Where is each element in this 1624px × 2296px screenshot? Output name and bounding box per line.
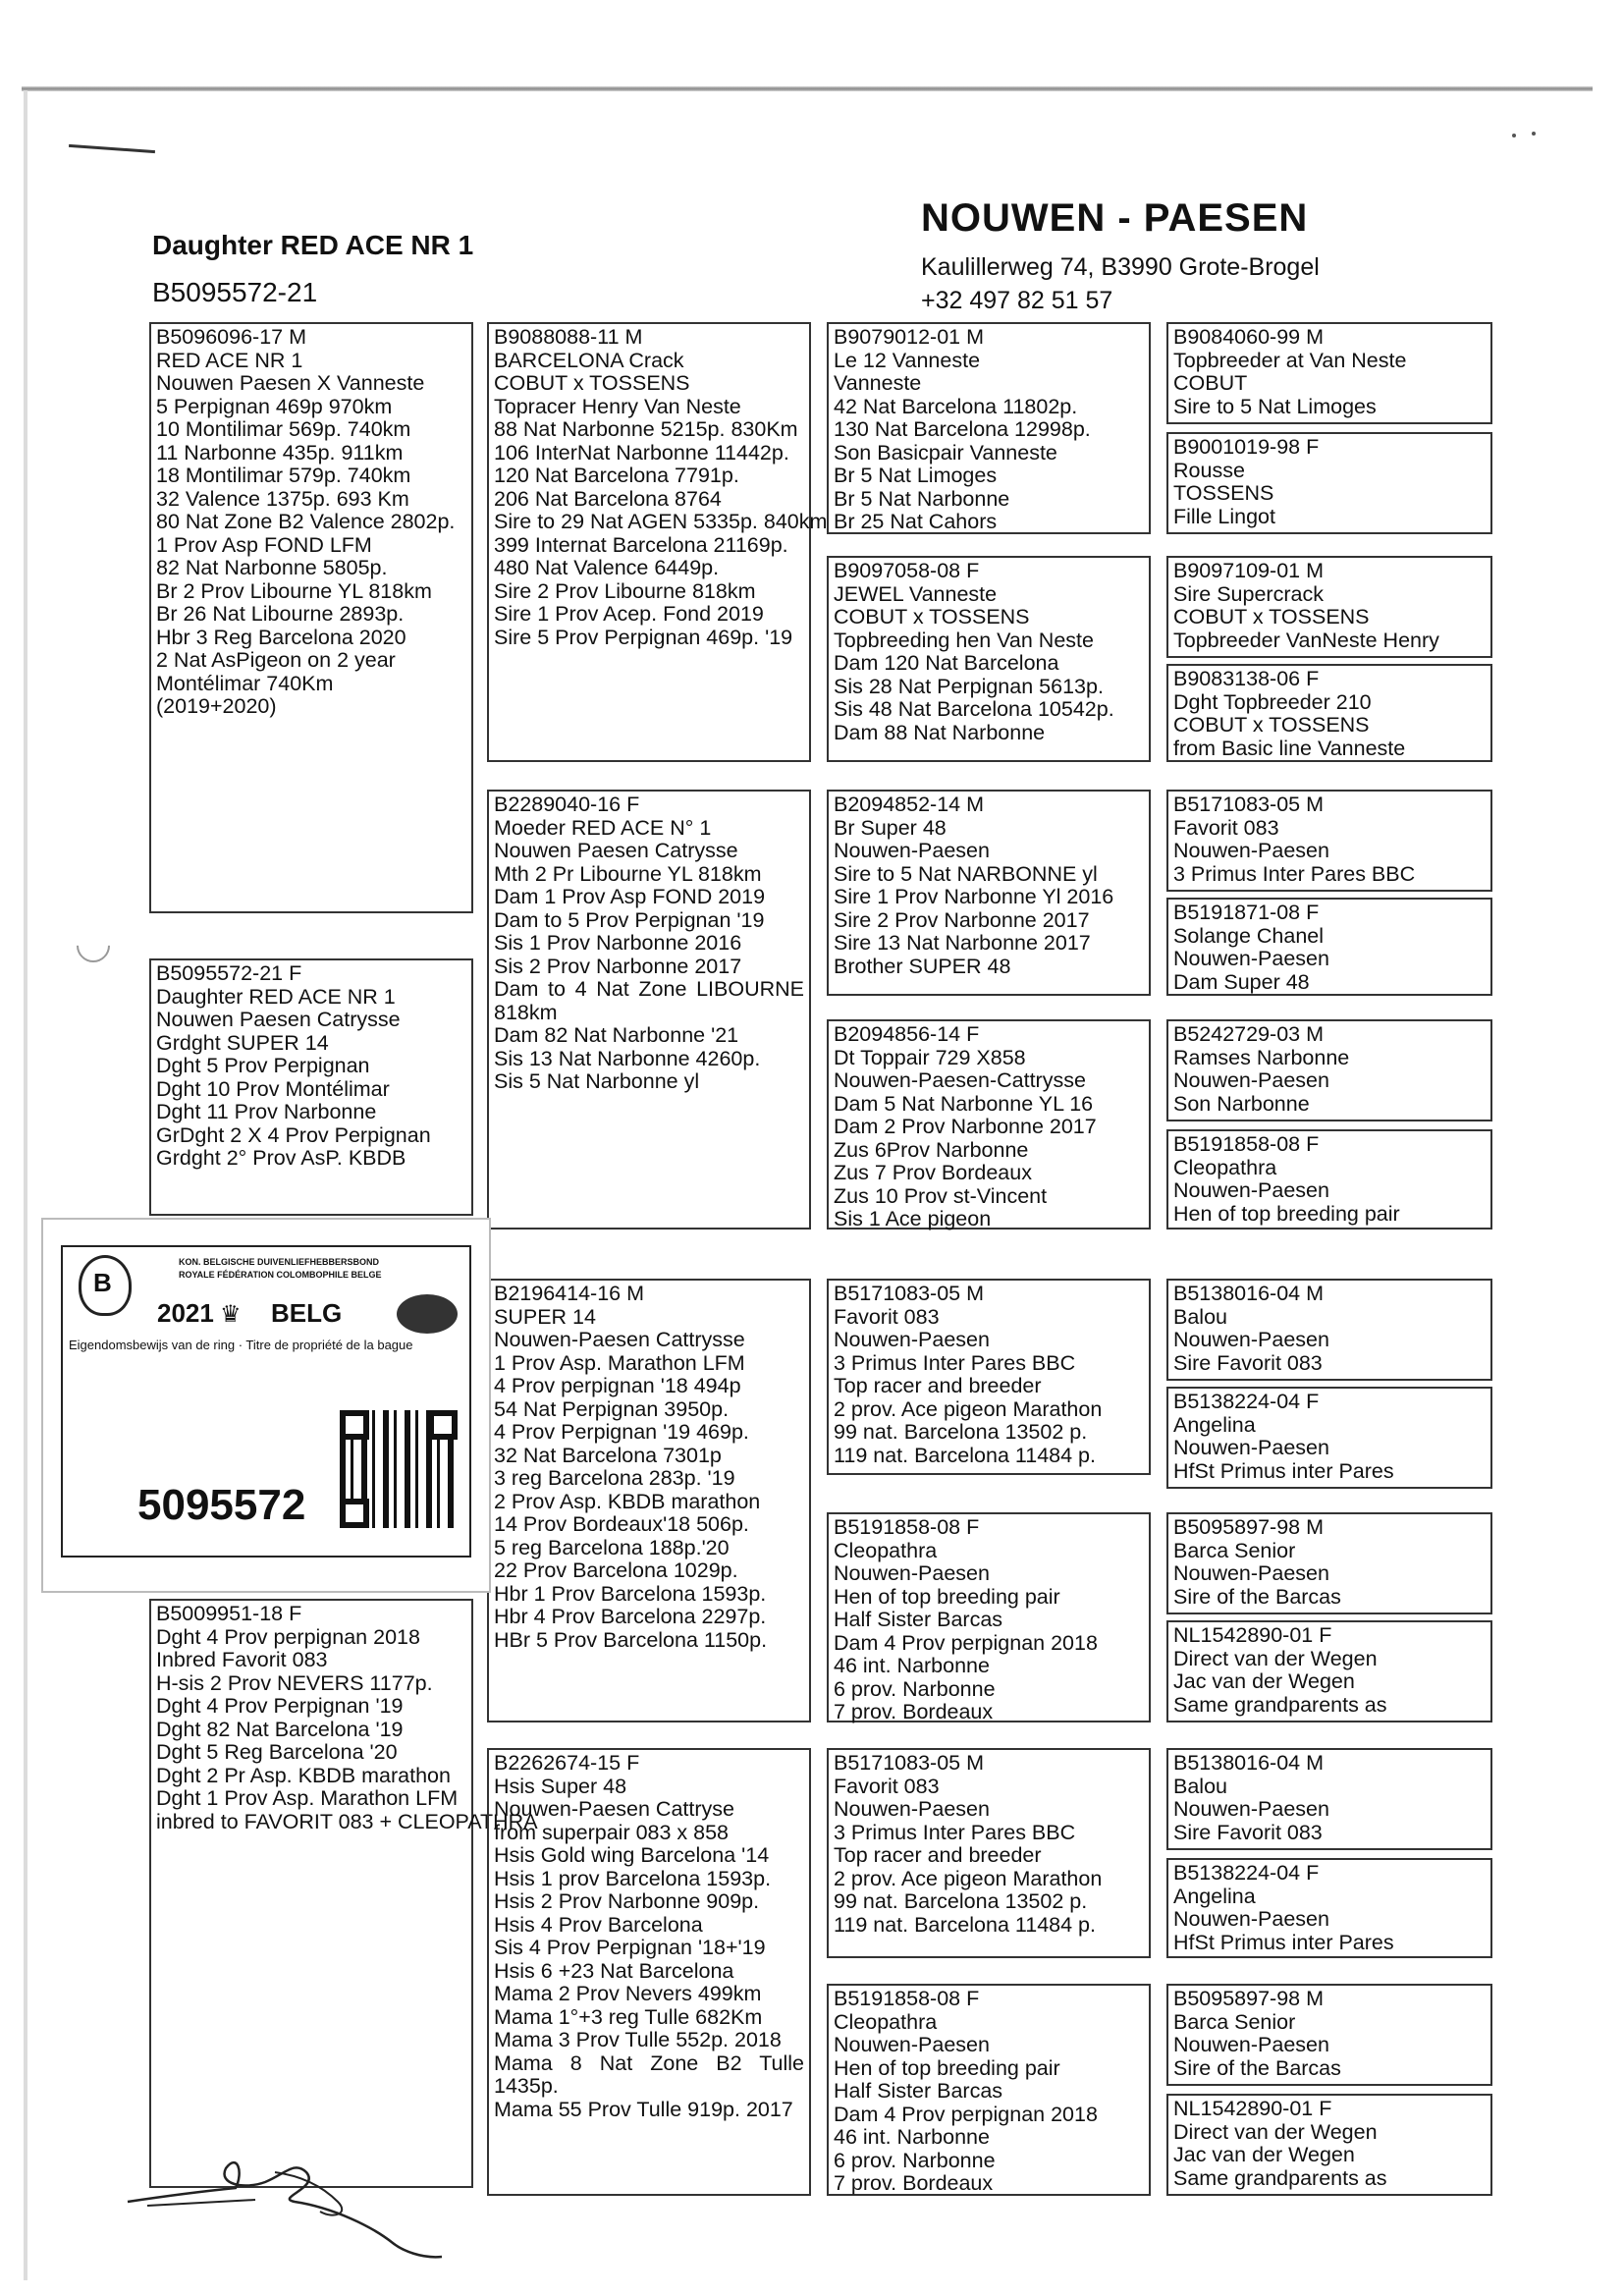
pedigree-line: 2 Nat AsPigeon on 2 year	[156, 648, 396, 672]
pedigree-line: Br Super 48	[834, 815, 947, 840]
pedigree-line: Dam 1 Prov Asp FOND 2019	[494, 885, 766, 908]
breeder-name: NOUWEN - PAESEN	[921, 196, 1309, 240]
pedigree-line: Jac van der Wegen	[1173, 2143, 1355, 2166]
pedigree-line: 88 Nat Narbonne 5215p. 830Km	[494, 417, 798, 441]
pedigree-line: 2 Prov Asp. KBDB marathon	[494, 1489, 761, 1513]
pedigree-line: Sis 13 Nat Narbonne 4260p.	[494, 1046, 761, 1070]
pedigree-line: Nouwen Paesen X Vanneste	[156, 371, 425, 395]
pedigree-line: Dght 82 Nat Barcelona '19	[156, 1717, 404, 1741]
pedigree-line: 206 Nat Barcelona 8764	[494, 486, 722, 511]
pedigree-box-gggp	[1166, 2094, 1492, 2196]
pedigree-line: Ramses Narbonne	[1173, 1045, 1350, 1069]
pedigree-line: 4 Prov perpignan '18 494p	[494, 1374, 741, 1397]
ring-number: B5191858-08 F	[834, 1987, 980, 2010]
pedigree-box-granddam-maternal	[487, 1748, 811, 2196]
pedigree-line: Direct van der Wegen	[1173, 1646, 1378, 1670]
pedigree-line: Nouwen-Paesen	[834, 1797, 990, 1821]
pedigree-line: Mama 2 Prov Nevers 499km	[494, 1982, 762, 2005]
pedigree-line: COBUT	[1173, 371, 1248, 395]
pedigree-box-gggp	[1166, 1279, 1492, 1381]
pedigree-line: Dam 4 Prov perpignan 2018	[834, 1630, 1098, 1655]
pedigree-box-gggp	[1166, 322, 1492, 424]
pedigree-line: Dam 2 Prov Narbonne 2017	[834, 1115, 1097, 1138]
ring-number: B2094856-14 F	[834, 1022, 980, 1046]
pedigree-box-gggp	[1166, 1984, 1492, 2086]
ring-ownership-card	[41, 1218, 491, 1593]
pedigree-line: Dam 82 Nat Narbonne '21	[494, 1023, 739, 1047]
pedigree-line: Sire Favorit 083	[1173, 1820, 1323, 1844]
pedigree-line: 10 Montilimar 569p. 740km	[156, 417, 411, 441]
pedigree-line: RED ACE NR 1	[156, 348, 303, 372]
pedigree-line: (2019+2020)	[156, 694, 277, 718]
pedigree-line: Nouwen-Paesen	[834, 2033, 990, 2056]
pedigree-line: Dght Topbreeder 210	[1173, 689, 1372, 714]
pedigree-line: Sire 5 Prov Perpignan 469p. '19	[494, 625, 793, 649]
pedigree-line: Dam to 4 Nat Zone LIBOURNE 818km	[494, 977, 804, 1024]
pedigree-line: 14 Prov Bordeaux'18 506p.	[494, 1512, 749, 1536]
pedigree-line: SUPER 14	[494, 1304, 596, 1329]
pedigree-line: Hen of top breeding pair	[1173, 1201, 1400, 1226]
pedigree-line: Solange Chanel	[1173, 923, 1325, 948]
pedigree-line: Cleopathra	[834, 1538, 938, 1562]
pedigree-line: Inbred Favorit 083	[156, 1648, 328, 1671]
ring-number: B5242729-03 M	[1173, 1022, 1324, 1046]
pedigree-line: Same grandparents as	[1173, 1692, 1387, 1717]
pedigree-line: Sire Supercrack	[1173, 581, 1324, 606]
card-subtitle: Eigendomsbewijs van de ring · Titre de propriété de la bague	[69, 1338, 413, 1352]
pedigree-line: 99 nat. Barcelona 13502 p.	[834, 1889, 1088, 1913]
pedigree-line: Rousse	[1173, 458, 1245, 482]
pedigree-line: COBUT x TOSSENS	[1173, 605, 1370, 629]
pedigree-line: 119 nat. Barcelona 11484 p.	[834, 1443, 1096, 1467]
pedigree-line: Topbreeding hen Van Neste	[834, 628, 1094, 652]
pedigree-line: Dt Toppair 729 X858	[834, 1045, 1026, 1069]
pedigree-line: Angelina	[1173, 1412, 1256, 1437]
pedigree-line: inbred to FAVORIT 083 + CLEOPATHRA	[156, 1809, 538, 1833]
pedigree-box-gggp	[1166, 1129, 1492, 1230]
pedigree-line: Dam 4 Prov perpignan 2018	[834, 2102, 1098, 2126]
pedigree-line: 2 prov. Ace pigeon Marathon	[834, 1396, 1103, 1421]
pedigree-line: Barca Senior	[1173, 2009, 1296, 2034]
ring-number: B9079012-01 M	[834, 325, 984, 349]
ring-number: B5095897-98 M	[1173, 1987, 1324, 2010]
pedigree-box-gggp	[1166, 664, 1492, 762]
pedigree-line: Vanneste	[834, 371, 922, 395]
pedigree-line: Brother SUPER 48	[834, 954, 1011, 978]
crown-icon: ♛	[220, 1301, 242, 1328]
pedigree-box-grandsire-maternal	[487, 1279, 811, 1722]
pedigree-line: JEWEL Vanneste	[834, 581, 998, 606]
pedigree-line: 119 nat. Barcelona 11484 p.	[834, 1912, 1096, 1937]
pedigree-line: Mama 1°+3 reg Tulle 682Km	[494, 2004, 763, 2029]
ring-number: NL1542890-01 F	[1173, 2097, 1332, 2120]
pedigree-line: 5 Perpignan 469p 970km	[156, 394, 393, 418]
pedigree-title: Daughter RED ACE NR 1	[152, 230, 474, 260]
pedigree-box-gggp	[1166, 1620, 1492, 1722]
pedigree-line: COBUT x TOSSENS	[1173, 713, 1370, 737]
ring-number: B5138224-04 F	[1173, 1861, 1320, 1885]
pedigree-line: HfSt Primus inter Pares	[1173, 1930, 1394, 1954]
pedigree-line: Son Basicpair Vanneste	[834, 440, 1057, 465]
ring-number: B5138016-04 M	[1173, 1282, 1324, 1305]
pedigree-line: Sis 1 Ace pigeon	[834, 1207, 992, 1230]
pedigree-line: Grdght 2° Prov AsP. KBDB	[156, 1146, 406, 1170]
pedigree-line: Nouwen-Paesen Cattrysse	[494, 1328, 745, 1351]
pedigree-line: 82 Nat Narbonne 5805p.	[156, 556, 388, 579]
ring-number: NL1542890-01 F	[1173, 1623, 1332, 1647]
pedigree-line: Nouwen-Paesen	[1173, 1178, 1329, 1202]
pedigree-line: Angelina	[1173, 1884, 1256, 1908]
pedigree-line: Nouwen-Paesen	[1173, 1436, 1329, 1459]
pedigree-line: BARCELONA Crack	[494, 348, 684, 372]
pedigree-box-ggp	[827, 790, 1151, 996]
pedigree-line: Topbreeder VanNeste Henry	[1173, 628, 1439, 652]
pedigree-line: Nouwen Paesen Catrysse	[156, 1008, 401, 1031]
pedigree-line: Nouwen-Paesen Cattryse	[494, 1797, 734, 1821]
ring-number: B9084060-99 M	[1173, 325, 1324, 349]
pedigree-line: Sire 2 Prov Narbonne 2017	[834, 907, 1090, 932]
pedigree-line: Moeder RED ACE N° 1	[494, 815, 712, 840]
pedigree-line: Mth 2 Pr Libourne YL 818km	[494, 861, 762, 886]
pedigree-box-ggp	[827, 556, 1151, 762]
pedigree-box-gggp	[1166, 1512, 1492, 1614]
pedigree-line: Nouwen-Paesen	[1173, 1797, 1329, 1821]
pedigree-line: Fille Lingot	[1173, 504, 1275, 528]
pedigree-box-ggp	[827, 1512, 1151, 1722]
pedigree-line: Montélimar 740Km	[156, 671, 334, 695]
pedigree-box-ggp	[827, 1984, 1151, 2196]
pedigree-line: Dght 5 Reg Barcelona '20	[156, 1740, 398, 1764]
pedigree-line: from superpair 083 x 858	[494, 1820, 730, 1844]
pedigree-line: Dght 4 Prov Perpignan '19	[156, 1694, 404, 1718]
pedigree-line: 80 Nat Zone B2 Valence 2802p.	[156, 510, 456, 533]
pedigree-line: Top racer and breeder	[834, 1843, 1042, 1867]
pedigree-line: Hsis 2 Prov Narbonne 909p.	[494, 1889, 760, 1913]
pedigree-line: Hbr 3 Reg Barcelona 2020	[156, 625, 406, 649]
ring-number: B5171083-05 M	[1173, 793, 1324, 816]
pedigree-box-gggp	[1166, 898, 1492, 996]
pedigree-ring-number: B5095572-21	[152, 277, 318, 307]
pedigree-box-subject	[149, 958, 473, 1216]
pedigree-line: 3 Primus Inter Pares BBC	[834, 1350, 1076, 1375]
ring-number: B9088088-11 M	[494, 325, 643, 349]
ring-number: B9097058-08 F	[834, 559, 980, 582]
pedigree-line: Dght 1 Prov Asp. Marathon LFM	[156, 1786, 459, 1810]
pedigree-line: Nouwen-Paesen	[1173, 1907, 1329, 1931]
signature-icon	[128, 2133, 501, 2270]
ring-number: B5171083-05 M	[834, 1282, 984, 1305]
card-country: BELG	[271, 1298, 343, 1328]
ring-number: B5009951-18 F	[156, 1602, 302, 1625]
pedigree-line: GrDght 2 X 4 Prov Perpignan	[156, 1122, 431, 1147]
pedigree-line: Sire 1 Prov Acep. Fond 2019	[494, 602, 764, 626]
pedigree-line: 7 prov. Bordeaux	[834, 2171, 994, 2195]
pedigree-box-gggp	[1166, 556, 1492, 658]
card-year: 2021	[157, 1298, 214, 1328]
pedigree-line: Zus 10 Prov st-Vincent	[834, 1183, 1048, 1208]
ring-number: B5138224-04 F	[1173, 1390, 1320, 1413]
pedigree-line: Nouwen-Paesen	[1173, 839, 1329, 862]
pedigree-line: 6 prov. Narbonne	[834, 2148, 996, 2172]
pedigree-line: 3 Primus Inter Pares BBC	[834, 1820, 1076, 1844]
pedigree-line: Sire of the Barcas	[1173, 2055, 1341, 2080]
pedigree-line: Dght 10 Prov Montélimar	[156, 1076, 390, 1101]
pedigree-line: 120 Nat Barcelona 7791p.	[494, 464, 739, 487]
pedigree-line: Hsis 6 +23 Nat Barcelona	[494, 1958, 734, 1983]
pedigree-line: Dght 4 Prov perpignan 2018	[156, 1624, 420, 1649]
pedigree-line: Hsis 4 Prov Barcelona	[494, 1912, 703, 1937]
pedigree-line: COBUT x TOSSENS	[834, 605, 1030, 629]
ring-number: B5191858-08 F	[834, 1515, 980, 1539]
pedigree-line: Dam to 5 Prov Perpignan '19	[494, 907, 765, 932]
pedigree-line: HBr 5 Prov Barcelona 1150p.	[494, 1627, 768, 1652]
pedigree-line: Nouwen-Paesen	[1173, 1561, 1329, 1585]
pedigree-line: Nouwen-Paesen	[1173, 1068, 1329, 1092]
pedigree-line: Nouwen-Paesen-Cattrysse	[834, 1068, 1086, 1092]
pedigree-line: Sire 1 Prov Narbonne Yl 2016	[834, 885, 1114, 908]
pedigree-line: Br 25 Nat Cahors	[834, 510, 998, 533]
pedigree-box-sire	[149, 322, 473, 913]
pedigree-line: Favorit 083	[834, 1774, 940, 1798]
pedigree-box-dam	[149, 1599, 538, 2188]
card-federation-name-nl: KON. BELGISCHE DUIVENLIEFHEBBERSBOND	[179, 1257, 380, 1267]
pedigree-line: Br 5 Nat Limoges	[834, 464, 998, 487]
pedigree-line: Hbr 4 Prov Barcelona 2297p.	[494, 1605, 767, 1628]
pedigree-line: Favorit 083	[1173, 815, 1279, 840]
pedigree-line: Direct van der Wegen	[1173, 2119, 1378, 2144]
pedigree-line: from Basic line Vanneste	[1173, 736, 1406, 760]
pedigree-line: Nouwen-Paesen	[1173, 1328, 1329, 1351]
pedigree-line: 22 Prov Barcelona 1029p.	[494, 1558, 738, 1582]
pedigree-line: 106 InterNat Narbonne 11442p.	[494, 440, 789, 465]
pedigree-line: Sis 48 Nat Barcelona 10542p.	[834, 697, 1114, 721]
pedigree-line: Dam 5 Nat Narbonne YL 16	[834, 1091, 1094, 1116]
pigeon-emblem-icon	[397, 1294, 458, 1334]
pedigree-line: 2 prov. Ace pigeon Marathon	[834, 1866, 1103, 1890]
pedigree-line: 3 reg Barcelona 283p. '19	[494, 1466, 735, 1490]
pedigree-line: 399 Internat Barcelona 21169p.	[494, 532, 788, 557]
pedigree-box-grandsire-paternal	[487, 322, 828, 762]
pedigree-box-granddam-paternal	[487, 790, 811, 1230]
pedigree-line: Mama 55 Prov Tulle 919p. 2017	[494, 2097, 793, 2121]
ring-number: B2094852-14 M	[834, 793, 984, 816]
pedigree-line: Zus 6Prov Narbonne	[834, 1137, 1029, 1162]
pedigree-line: 6 prov. Narbonne	[834, 1676, 996, 1701]
breeder-address: Kaulillerweg 74, B3990 Grote-Brogel	[921, 253, 1320, 281]
pedigree-line: Mama 8 Nat Zone B2 Tulle 1435p.	[494, 2050, 804, 2098]
pedigree-line: COBUT x TOSSENS	[494, 371, 690, 395]
pedigree-line: Dam Super 48	[1173, 969, 1310, 994]
scan-speck	[1512, 134, 1516, 137]
pedigree-line: Br 5 Nat Narbonne	[834, 486, 1010, 511]
pedigree-line: Hsis Gold wing Barcelona '14	[494, 1843, 770, 1867]
pedigree-line: 42 Nat Barcelona 11802p.	[834, 394, 1078, 418]
pedigree-line: Sire to 5 Nat Limoges	[1173, 394, 1377, 418]
ring-number: B5191871-08 F	[1173, 901, 1320, 924]
pedigree-line: Sis 1 Prov Narbonne 2016	[494, 931, 742, 955]
scan-mark	[69, 144, 155, 153]
pedigree-line: Mama 3 Prov Tulle 552p. 2018	[494, 2028, 782, 2051]
scan-speck	[1532, 132, 1536, 136]
pedigree-line: Sis 28 Nat Perpignan 5613p.	[834, 674, 1104, 698]
pedigree-line: Balou	[1173, 1774, 1227, 1798]
pedigree-line: 54 Nat Perpignan 3950p.	[494, 1396, 730, 1421]
ring-number: B2196414-16 M	[494, 1282, 644, 1305]
pedigree-box-ggp	[827, 1279, 1151, 1475]
pedigree-line: Topbreeder at Van Neste	[1173, 348, 1407, 372]
ring-card-frame	[61, 1245, 471, 1558]
pedigree-line: Daughter RED ACE NR 1	[156, 984, 396, 1009]
pedigree-box-gggp	[1166, 432, 1492, 534]
pedigree-line: Nouwen Paesen Catrysse	[494, 839, 738, 862]
ring-number: B9097109-01 M	[1173, 559, 1324, 582]
pedigree-line: Same grandparents as	[1173, 2165, 1387, 2190]
qr-code-icon	[340, 1410, 458, 1528]
pedigree-line: Favorit 083	[834, 1304, 940, 1329]
pedigree-line: Dght 2 Pr Asp. KBDB marathon	[156, 1763, 451, 1787]
card-ring-number: 5095572	[137, 1481, 306, 1529]
pedigree-line: 5 reg Barcelona 188p.'20	[494, 1535, 730, 1559]
pedigree-line: Cleopathra	[1173, 1155, 1277, 1179]
ring-number: B5138016-04 M	[1173, 1751, 1324, 1775]
pedigree-line: 130 Nat Barcelona 12998p.	[834, 417, 1091, 441]
pedigree-line: Sire 2 Prov Libourne 818km	[494, 578, 756, 603]
pedigree-line: Nouwen-Paesen	[1173, 2033, 1329, 2056]
pedigree-line: Br 2 Prov Libourne YL 818km	[156, 578, 432, 603]
pedigree-line: Br 26 Nat Libourne 2893p.	[156, 602, 405, 626]
pedigree-line: 18 Montilimar 579p. 740km	[156, 464, 411, 487]
pedigree-line: Nouwen-Paesen	[834, 1328, 990, 1351]
pedigree-box-gggp	[1166, 1858, 1492, 1958]
federation-logo-icon: B	[79, 1255, 132, 1316]
pedigree-line: Sire to 5 Nat NARBONNE yl	[834, 861, 1098, 886]
pedigree-box-gggp	[1166, 1748, 1492, 1850]
pedigree-line: Sire to 29 Nat AGEN 5335p. 840km	[494, 510, 828, 533]
pedigree-line: Sis 4 Prov Perpignan '18+'19	[494, 1936, 766, 1959]
pedigree-line: Hen of top breeding pair	[834, 1584, 1060, 1609]
scan-edge-line	[22, 86, 1593, 91]
ring-number: B5095897-98 M	[1173, 1515, 1324, 1539]
ring-number: B2262674-15 F	[494, 1751, 640, 1775]
pedigree-line: 99 nat. Barcelona 13502 p.	[834, 1420, 1088, 1444]
pedigree-line: Nouwen-Paesen	[834, 839, 990, 862]
pedigree-line: H-sis 2 Prov NEVERS 1177p.	[156, 1670, 433, 1695]
pedigree-line: Dght 5 Prov Perpignan	[156, 1054, 370, 1077]
pedigree-line: 11 Narbonne 435p. 911km	[156, 440, 404, 465]
card-federation-name-fr: ROYALE FÉDÉRATION COLOMBOPHILE BELGE	[179, 1270, 382, 1280]
pedigree-line: Son Narbonne	[1173, 1091, 1310, 1116]
pedigree-line: Hbr 1 Prov Barcelona 1593p.	[494, 1581, 767, 1606]
pedigree-line: Le 12 Vanneste	[834, 348, 981, 372]
pedigree-line: Dam 120 Nat Barcelona	[834, 651, 1059, 675]
pedigree-line: Sis 2 Prov Narbonne 2017	[494, 954, 742, 978]
pedigree-line: 4 Prov Perpignan '19 469p.	[494, 1420, 749, 1444]
pedigree-line: Sire 13 Nat Narbonne 2017	[834, 931, 1091, 955]
ring-number: B2289040-16 F	[494, 793, 640, 816]
pedigree-line: Half Sister Barcas	[834, 2079, 1003, 2103]
pedigree-line: Nouwen-Paesen	[1173, 947, 1329, 970]
pedigree-line: Top racer and breeder	[834, 1374, 1042, 1397]
pedigree-line: Jac van der Wegen	[1173, 1669, 1355, 1693]
ring-number: B9001019-98 F	[1173, 435, 1320, 459]
pedigree-line: Dam 88 Nat Narbonne	[834, 720, 1046, 744]
pedigree-line: Nouwen-Paesen	[834, 1561, 990, 1585]
punch-hole-mark	[70, 922, 117, 969]
pedigree-line: 3 Primus Inter Pares BBC	[1173, 861, 1416, 886]
pedigree-line: HfSt Primus inter Pares	[1173, 1458, 1394, 1483]
pedigree-line: Zus 7 Prov Bordeaux	[834, 1161, 1032, 1184]
pedigree-box-ggp	[827, 1019, 1151, 1230]
ring-number: B5171083-05 M	[834, 1751, 984, 1775]
pedigree-line: Half Sister Barcas	[834, 1608, 1003, 1631]
ring-number: B5096096-17 M	[156, 325, 306, 349]
pedigree-box-ggp	[827, 322, 1151, 534]
pedigree-line: Hsis 1 prov Barcelona 1593p.	[494, 1866, 772, 1890]
pedigree-box-ggp	[827, 1748, 1151, 1958]
scan-left-edge	[24, 90, 27, 2280]
pedigree-line: Cleopathra	[834, 2009, 938, 2034]
pedigree-line: 7 prov. Bordeaux	[834, 1700, 994, 1723]
pedigree-box-gggp	[1166, 1019, 1492, 1121]
pedigree-line: 1 Prov Asp FOND LFM	[156, 532, 372, 557]
pedigree-line: 480 Nat Valence 6449p.	[494, 556, 720, 579]
pedigree-line: 32 Nat Barcelona 7301p	[494, 1443, 722, 1467]
pedigree-line: Dght 11 Prov Narbonne	[156, 1100, 377, 1123]
pedigree-line: Sire Favorit 083	[1173, 1350, 1323, 1375]
pedigree-line: 32 Valence 1375p. 693 Km	[156, 486, 409, 511]
ring-number: B9083138-06 F	[1173, 667, 1320, 690]
ring-number: B5095572-21 F	[156, 961, 302, 985]
pedigree-line: 46 int. Narbonne	[834, 1654, 990, 1677]
pedigree-box-gggp	[1166, 790, 1492, 892]
pedigree-line: Hen of top breeding pair	[834, 2055, 1060, 2080]
pedigree-line: Balou	[1173, 1304, 1227, 1329]
pedigree-line: Grdght SUPER 14	[156, 1030, 329, 1055]
pedigree-line: Hsis Super 48	[494, 1774, 627, 1798]
pedigree-box-gggp	[1166, 1387, 1492, 1489]
pedigree-line: 1 Prov Asp. Marathon LFM	[494, 1350, 745, 1375]
pedigree-line: 46 int. Narbonne	[834, 2125, 990, 2149]
pedigree-line: Sis 5 Nat Narbonne yl	[494, 1069, 700, 1093]
ring-number: B5191858-08 F	[1173, 1132, 1320, 1156]
pedigree-line: TOSSENS	[1173, 481, 1274, 505]
pedigree-line: Barca Senior	[1173, 1538, 1296, 1562]
pedigree-line: Sire of the Barcas	[1173, 1584, 1341, 1609]
pedigree-line: Topracer Henry Van Neste	[494, 394, 741, 418]
breeder-phone: +32 497 82 51 57	[921, 287, 1113, 314]
